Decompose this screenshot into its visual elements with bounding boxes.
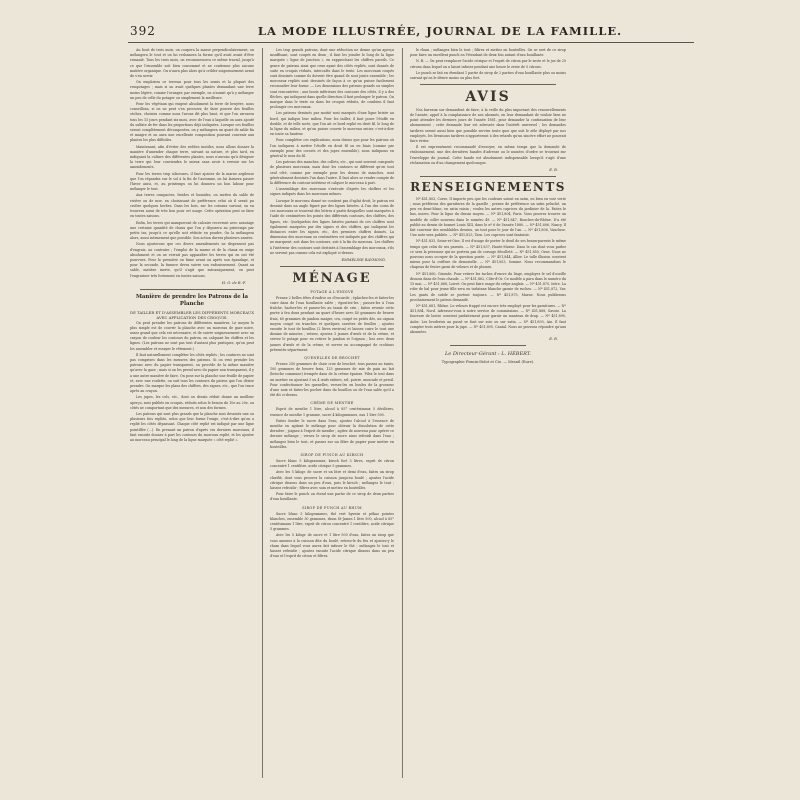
renseignements-title: RENSEIGNEMENTS: [410, 179, 566, 194]
potage-title: POTAGE À L'ENDIVE: [310, 289, 354, 294]
article-signature: H. O. de B.-F.: [221, 280, 246, 285]
punch-continued: [410, 48, 566, 81]
page-number: 392: [130, 24, 156, 38]
sirop-rhum-recipe: [270, 512, 394, 560]
column-1: [130, 48, 254, 786]
paragraph: Avec les 5 kilogr. de sucre et un litre et demi d'eau, faites un sirop clarifié, dont vous prouvez la cuisson jusqu'au boulé ; ajoutez l'acide citrique dissous dans un peu d'eau, puis le kirsch ; mélangez le tout ; laissez refroidir ; filtrez avec soin et mettez en bouteilles.: [270, 470, 394, 491]
column-3: [410, 48, 566, 786]
divider-3: [420, 84, 556, 85]
journal-title: LA MODE ILLUSTRÉE, JOURNAL DE LA FAMILLE.: [257, 24, 623, 38]
divider-2: [280, 266, 384, 267]
potage-recipe: [270, 296, 394, 353]
paragraph: Maintenant, afin d'éviter des redites inutiles, nous allons donner la manière d'amender chaque terre, suivant sa nature, et plus tard, en indiquant la culture des différentes plantes, nous n'aurons qu'à désigner la terre qui leur conviendra le mieux sans avoir à revenir sur les amendements.: [130, 144, 254, 170]
divider-4: [420, 176, 556, 177]
paragraph: Pour les végétaux qui exigent absolument la terre de bruyère, nous conseillons, si on ne peut s'en procurer, de faire pourrir des feuilles sèches, choisies comme nous l'avons dit plus haut, et que l'on arrosera tous les 15 jours pendant six mois, avec de l'eau à laquelle on aura ajouté du sulfate de fer dans les proportions déjà indiquées. Lorsque ces feuilles seront complètement décomposées, on y mélangera un quart de sable fin et maigre et on aura une excellente composition pouvant convenir aux plantes les plus difficiles.: [130, 102, 254, 143]
paragraph: L'assemblage des morceaux s'exécute d'après les chiffres et les signes indiqués dans les morceaux mêmes.: [270, 187, 394, 197]
page-header: [130, 22, 690, 40]
column-rule-1: [262, 48, 263, 778]
paragraph: Enfin, les terres qui manqueront de calcaire recevront avec avantage une certaine quantité de chaux que l'on y déposera au printemps par petits tas, jusqu'à ce qu'elle soit réduite en poudre. On la mélangera alors, aussi intimement que possible. Son action durera plusieurs années.: [130, 220, 254, 241]
paragraph: Nous ajouterons que ces divers amendements ne dispensent pas d'engrais, au contraire ; l'emploi de la marne et de la chaux en exige absolument et on ne verrait pas apparaître les terres qui en ont été pourvues. Pour la première on fume avant on après son épandage, et pour la seconde, la fumure devra suivre son enfouissement. Quant au sable, matière inerte, qu'il s'agit que mécaniquement, on peut l'engraisser très fortement en toutes saisons.: [130, 242, 254, 278]
creme-title: CRÈME DE MENTHE: [310, 401, 354, 406]
quenelles-recipe: [270, 362, 394, 398]
renseignements-signature: E. R.: [549, 337, 558, 342]
paragraph: Prenez 2 belles têtes d'endive ou d'escarole ; épluchez-les et faites-les cuire dans de l'eau bouillante salée ; égouttez-les ; passez-les à l'eau fraîche, hachez-les et passez-les au tamis de crin ; faites revenir cette purée à feu doux pendant un quart d'heure avec 40 grammes de beurre frais, 60 grammes de jambon maigre, cru, coupé en petits dés, un oignon moyen coupé en tranches et quelques carottes de feuilles ; ajoutez ensuite le tout de bouillon (2 litres environ) et laissez cuire le tout une dizaine de minutes ; retirez, ajoutez 3 jaunes d'œufs et de la crème, et servez le potage pour en retirer le jambon et l'oignon ; liez avec deux jaunes d'œufs et de la crème, et servez en accompagné de croûtons présentés séparément.: [270, 295, 394, 352]
column-rule-2: [402, 48, 403, 778]
director-line: Le Directeur-Gérant : L. HÉBERT.: [444, 350, 531, 357]
paragraph: Les patrons dessinés par moitié sont marqués d'une ligne brisée au bord, qui indique leur milieu. Pour les tailler, il faut poser l'étoffe en double, et de telle sorte, que l'on ait ce bord replié en droit fil, le long de la ligne du milieu, et qu'on puisse couvrir le morceau entier, c'est-à-dire en toute sa hauteur.: [270, 111, 394, 137]
paragraph: Au bout de trois mois, on coupera la masse perpendiculairement, on mélangera le tout et on lui redonnera la forme qu'il avait avant d'être remanié. Tous les trois mois, on recommencera ce même travail, jusqu'à ce que l'ensemble soit bien consommé et ne contienne plus aucune matière organique. On n'aura plus alors qu'à cribler soigneusement avant de s'en servir.: [130, 48, 254, 79]
paragraph: Nº 451,803, Corse. Il importe peu que les couleurs soient en satin, en bien en voie verte ; nous préférons des garnitures de la gazelle ; prenez de préférence un satin peluché, un peu en demi-blanc, en satin raisin ; voulez les autres caprices du jardinier de la. Faites le bas, noires. Pour la ligne du dessin moyen. — Nº 451,804, Paris. Vous pourrez trouver un modèle de collet nouveau dans le numéro 49. — Nº 451,847, Bouches-du-Rhône. D'a été publié au dessin de bonnet Louis XIII, dans le nº 6 de l'année 1880. — Nº 451,806, Nancy. Il fait convenir des semblables dessins, un tout pour le jour de l'an. — Nº 451,806, Vaucluse. Une note sera publiée. — Nº 451,825, Tarn. Les caprices sont fantaisie.: [410, 196, 566, 238]
paragraph: Les jupes, les cols, etc., dont on dessin réduit donne un meilleur aperçu, sont publiés en croquis, réduits selon le besoin du 10e au 20e, ou côtés ne comportant que des mesures, et non des formes.: [130, 395, 254, 410]
quenelles-title: QUENELLES DE BROCHET: [304, 355, 360, 360]
paragraph: Il faut naturellement compléter les côtés repliés ; les coutures ne sont pas comprises dans les mesures des patrons. Si on veut prendre les patrons avec du papier transparent, on procède de la même manière qu'avec la gaze ; mais si on les prend avec du papier non transparent, il y a une autre manière de faire. On pose sur la planche une feuille de papier et, avec une roulette, on suit tous les contours du patron que l'on désire prendre. On marque les plans des chiffres, des signes, etc., que l'on trace après au crayon.: [130, 352, 254, 394]
paragraph: Pour faire le punch on étend une partie de ce sirop de deux parties d'eau bouillante.: [270, 492, 394, 502]
article-signature-2: EMMELINE RAYMOND.: [341, 257, 386, 262]
menage-title: MÉNAGE: [292, 270, 372, 286]
paragraph: Nº 451,860, Gironde. Pour retirer les taches d'encre du linge, employez le sel d'oseille dissous dans de l'eau chaude. — Nº 451,862, Côte-d'Or. Ce modèle a paru dans le numéro du 15 mai. — Nº 451,868, Loiret. On peut faire usage du crêpe anglais. — Nº 451,870, Isère. La robe de bal pour jeune fille sera en tarlatane blanche garnie de ruches. — Nº 451,872, Var. Les gants de suède se portent toujours. — Nº 451,875, Marne. Nous publierons prochainement le patron demandé.: [410, 271, 566, 302]
patrons-article: [130, 321, 254, 444]
avis-text: [410, 108, 566, 166]
paragraph: Nº 451,881, Rhône. Le velours frappé est encore très employé pour les garnitures. — Nº 451,884, Nord. Adressez-vous à notre service de commissions. — Nº 451,888, Savoie. La fourrure de loutre convient parfaitement pour garnir un manteau de drap. — Nº 451,890, Aube. Les broderies au passé se font sur soie ou sur satin. — Nº 451,893, Ain. Il faut compter trois mètres pour la jupe. — Nº 451,895, Cantal. Nous ne pouvons répondre qu'aux abonnées.: [410, 303, 566, 334]
gardening-article: [130, 48, 254, 279]
paragraph: Pour compléter ces explications, nous dirons que pour les patrons où l'on indiquera à mettre l'étoffe en droit fil ou en biais (comme par exemple pour des corsets et des jupes ensemble), nous indiquons en général le sens du fil.: [270, 138, 394, 159]
paragraph: Les trop grands patrons, dont une réduction ne donne qu'un aperçu insuffisant, sont coupés en deux ; il faut les joindre le long de la ligne marquée « ligne de jonction », en rapprochant les chiffres pareils. Ce genre de patrons ainsi que ceux ayant des côtés repliés, sont donnés de suite en croquis réduits, intercalés dans le texte. Les morceaux coupés sont dessinés comme ils doivent être quand ils sont joints ensemble ; les morceaux repliés sont dessinés de façon à ce qu'on puisse facilement reconnaître leur forme. — Les dimensions des patrons grands ou simples sont rencontrées ; aux bouts inférieurs des contours des côtés, il y a des flèches, qui indiquent dans quelle direction il faut prolonger le patron. On marque dans le texte ou dans les croquis réduits, de combien il faut prolonger ces morceaux.: [270, 48, 394, 110]
paragraph: Il est expressément recommandé d'envoyer, en même temps que la demande de réabonnement, une des dernières bandes d'adresse ou le numéro d'ordre se trouvant sur l'enveloppe du journal. Cette bande est absolument indispensable lorsqu'il s'agit d'une réclamation ou d'un changement quelconque.: [410, 145, 566, 165]
patrons-article-continued: [270, 48, 394, 256]
paragraph: On peut prendre les patrons de différentes manières. Le moyen le plus simple est de couvrir la planche avec un morceau de gaze noire, assez grand que cela est nécessaire, et de suivre soigneusement avec un crayon de couleur les contours du patron, en calquant les chiffres et les lignes. (Les patrons ne sont pas tout d'autant plus pratiques, qu'on peut les assembler et essayer le vêtement.): [130, 320, 254, 351]
paragraph: On emploiera ce terreau pour tous les semis et la plupart des rempotages ; mais si on avait quelques plantes demandant une terre moins légère, comme l'oranger, par exemple, on n'aurait qu'à y mélanger un peu de celle du potager ou simplement la meilleure.: [130, 80, 254, 100]
avis-title: AVIS: [465, 88, 511, 105]
printer-line: Typographie Firmin-Didot et Cie. — Mesnil (Eure).: [441, 360, 535, 365]
paragraph: N. B. — On peut remplacer l'acide citrique et l'esprit de citron par le zeste et le jus de 20 citrons dans lequel on a laissé infuser pendant une heure le zeste de 5 citrons.: [410, 59, 566, 69]
creme-recipe: [270, 407, 394, 450]
paragraph: Sucre blanc 5 kilogrammes, thé vert hyswin et pékao pointes blanches, ensemble 30 grammes, rhum St-James 1 litre 500, alcool à 85° centésimaux 1 litre, esprit de citron concentré 1 centilitre, acide citrique 5 grammes.: [270, 511, 394, 532]
paragraph: Avec les 5 kilogr. de sucre et 1 litre 500 d'eau, faites un sirop que vous amenez à la cuisson dite du boulé, retirez-le du feu et ajoutez-y le rhum dans lequel vous aurez fait infuser le thé ; mélangez le tout et laissez refroidir ; ajoutez ensuite l'acide citrique dissous dans un peu d'eau et l'esprit de citron et filtrez.: [270, 533, 394, 559]
paragraph: Sucre blanc 5 kilogrammes, kirsch fort 3 litres, esprit de citron concentré 1 centilitre, acide citrique 5 grammes.: [270, 459, 394, 469]
paragraph: Les patrons des manches, des collets, etc., qui sont souvent composés de plusieurs morceaux, mais dont les contours se diffèrent qu'en tout seul côté, comme par exemple pour les dessus de manches, sont généralement dessinés l'un dans l'autre. Il faut alors se rendre compte de la différence du contour intérieur et calquer le morceau à part.: [270, 160, 394, 186]
paragraph: Aux terres compactes, froides et humides, on mettra du sable de rivière ou de mer, en choisissant de préférence celui où il serait pu croître quelques herbes. Dans les bois, sur les coteaux surtout, on en trouvera aussi de très bon pour cet usage. Cette opération peut se faire en toutes saisons.: [130, 193, 254, 219]
paragraph: Nos bureaux sur demandent de faire, à la veille du plus important des renouvellements de l'année, appel à la complaisance de nos abonnés, en leur demandant de vouloir bien ne point attendre les derniers jours de l'année 1881, pour demander la continuation de leur abonnement ; cette demande leur est adressée dans l'intérêt universel ; les demandes tardives seront aussi bien que possible servies toute quoi que soit le zèle déployé par nos employés, les livraisons tardives n'apporteront à des retards qu'un sincère effort ne pourrait faire éviter.: [410, 107, 566, 144]
patrons-section-subtitle: DE TAILLER ET D'ASSEMBLER LES DIFFÉRENTS MORCEAUX AVEC APPLICATION DES CROQUIS.: [130, 309, 254, 320]
avis-signature: E. R.: [549, 168, 558, 173]
paragraph: Prenez 250 grammes de chair crue de brochet, tous passez au tamis, 100 grammes de beurre frais, 125 grammes de mie de pain au lait (brioche commune) trempée dans de la crème épaisse. Pilez le tout dans un mortier en ajoutant 3 ou 4 œufs entiers, sel, poivre, muscade et persil. Pour confectionner les quenelles, versez-les en boules de la grosseur d'une noix et faites-les pocher dans du bouillon ou de l'eau salée qu'il a été dit ci-dessus.: [270, 361, 394, 398]
renseignements-text: [410, 197, 566, 335]
divider-5: [450, 345, 526, 346]
column-2: [270, 48, 394, 786]
paragraph: Lorsque le morceau donné ne contient pas d'aplat droit, le patron est dessiné dans un angle figuré par des lignes brisées. A l'un des coins de ces morceaux se trouvent des lettres à partir desquelles sont marquées à l'aide de centimètres les points des différents contours, des chiffres, des lignes, etc. Quelquefois des lignes brisées partant de ces chiffres sont également marquées par des signes et des chiffres, qui indiquent les distances entre les signes, etc., des premiers chiffres donnés. La dimension des morceaux ou centimètres est indiquée par des chiffres qui ne marquent, soit dans les contours, soit à la fin du morceau. Les chiffres à l'intérieur des contours sont destinés à l'assemblage des morceaux, s'ils ne servent pas comme cela est expliqué ci-dessus.: [270, 198, 394, 255]
paragraph: Esprit de menthe 1 litre, alcool à 85° centésimaux 5 décilitres, essence de menthe 1 gramme, sucre 4 kilogrammes, eau 1 litre 500.: [270, 407, 394, 417]
paragraph: Le punch se fait en étendant 1 partie de sirop de 2 parties d'eau bouillante plus ou moins suivant qu'on le désire moins ou plus fort.: [410, 70, 566, 81]
paragraph: le rhum ; mélangez bien le tout ; filtrez et mettez en bouteilles. On se sert de ce sirop pour faire un excellent punch en l'étendant de deux fois autant d'eau bouillante.: [410, 48, 566, 58]
paragraph: Nº 451,833, Seine-et-Oise. Il est d'usage de porter le deuil de ses beaux-parents le même temps que celui de ses parents. — Nº 451,837, Haute-Marne. Dans le cas dont vous parlez ce sera la personne qui ne portera pas de corsage décolleté. — Nº 451,850, Orne. Nous ne pouvons nous occuper de la question posée. — Nº 451,844, Allier. Le tulle illusion convient mieux pour la coiffure de demoiselle. — Nº 451,853, Somme. Nous recommandons le chapeau de feutre garni de velours et de plumes.: [410, 239, 566, 270]
divider: [140, 289, 244, 290]
sirop-kirsch-title: SIROP DE PUNCH AU KIRSCH: [300, 453, 364, 457]
sirop-kirsch-recipe: [270, 459, 394, 503]
header-rule: [128, 42, 694, 43]
paragraph: Pour les terres trop siliceuses, il faut ajouter de la marne argileuse que l'on répandra sur le sol à la fin de l'automne, on lui laissera passer l'hiver ainsi, et, au printemps on lui donnera un bon labour pour mélanger le tout.: [130, 171, 254, 192]
sirop-rhum-title: SIROP DE PUNCH AU RHUM: [302, 505, 362, 510]
patrons-section-title: Manière de prendre les Patrons de la Planche: [135, 293, 249, 307]
paragraph: Les patrons qui sont plus grands que la planche sont dessinés une ou plusieurs fois repliés, selon que leur forme l'exige, c'est-à-dire qu'on a replié les côtés dépassant. Chaque côté replié est indiqué par une ligne pointillée (...). En prenant un patron d'après ces derniers morceaux, il faut ensuite donner à part les contours du morceau replié, et les ajouter au morceau principal le long de la ligne marquée « côté replié ».: [130, 411, 254, 442]
paragraph: Faites fondre le sucre dans l'eau, ajoutez l'alcool à l'essence de menthe en agitant le mélange pour obtenir la dissolution de cette dernière ; joignez à l'esprit de menthe ; agitez de nouveau pour opérer ce dernier mélange ; versez le sirop de sucre ainsi refroidi dans l'eau ; mélangez bien le tout, et passez sur un filtre de papier pour mettre en bouteilles.: [270, 418, 394, 449]
